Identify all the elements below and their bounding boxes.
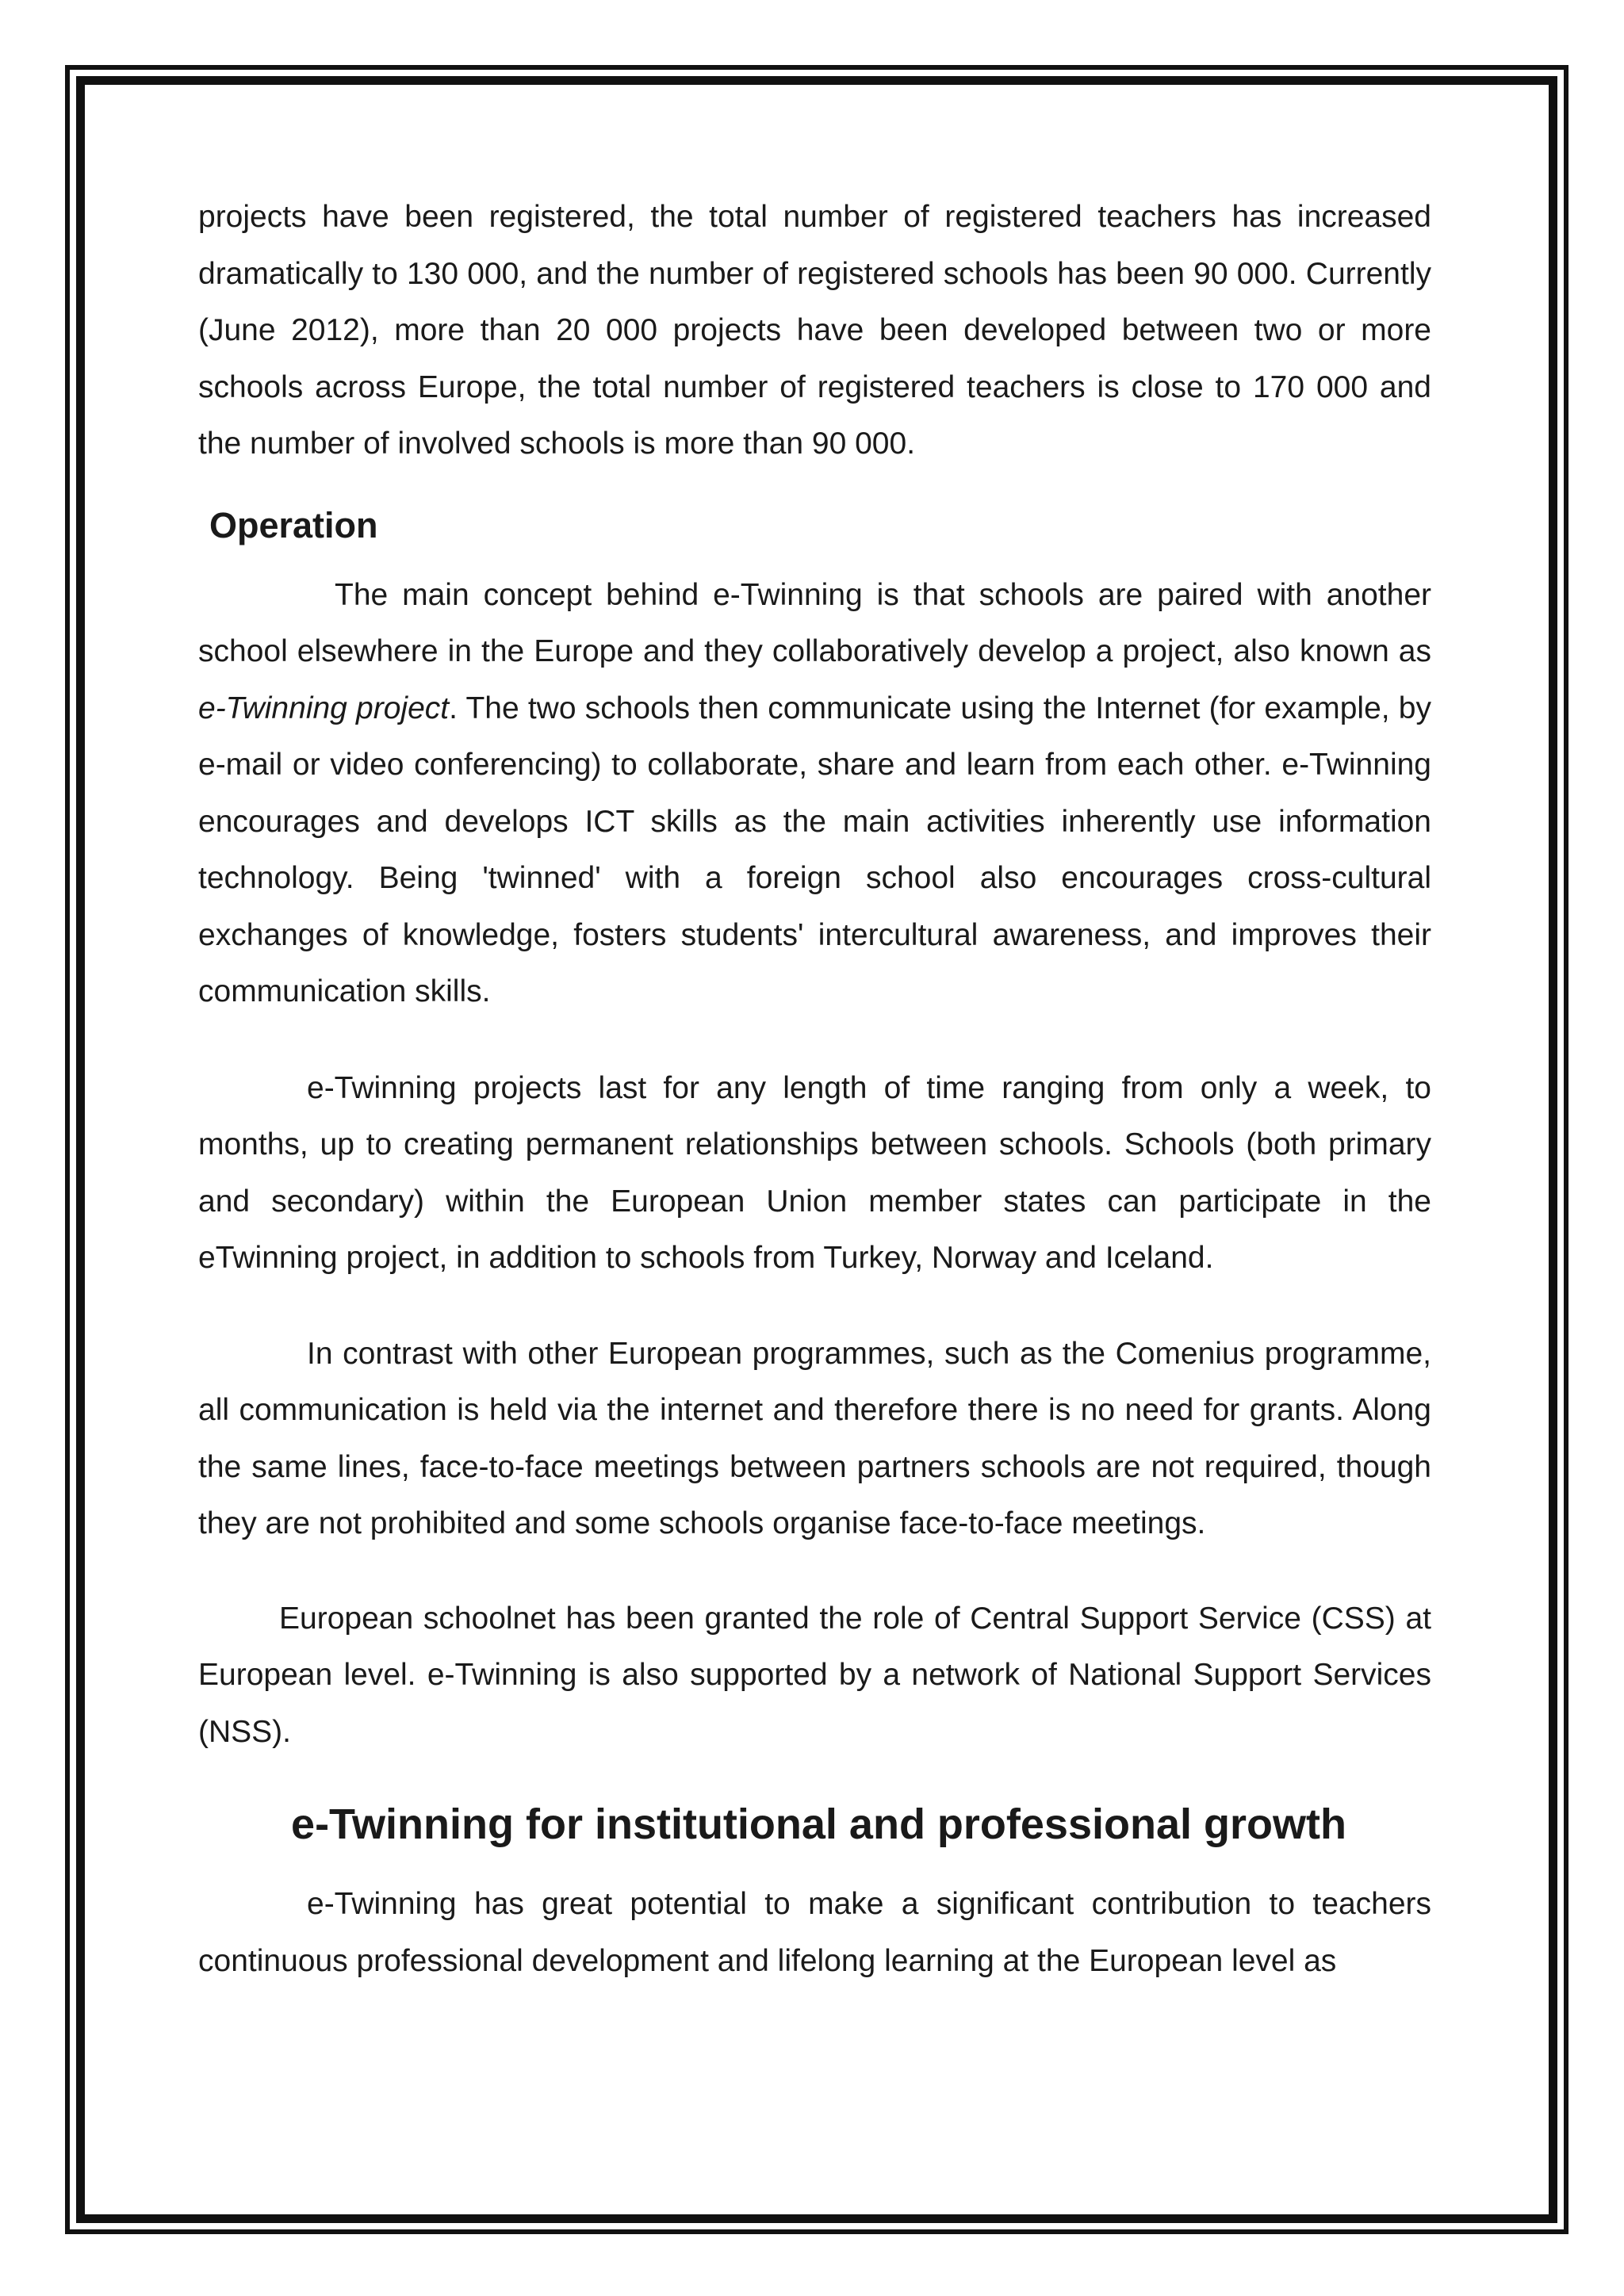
paragraph-operation-part1: The main concept behind e-Twinning is that schools are paired with another school elsewhere in the Europe and they collaboratively develop a project, also known as xyxy=(198,577,1431,668)
heading-operation: Operation xyxy=(209,504,378,545)
paragraph-operation-part2: . The two schools then communicate using the Internet (for example, by e-mail or video conferencing) to collaborate, share and learn from each other. e-Twinning encourages and develops ICT skills as the main activities inherently use information technology. Being 'twinned' with a foreign school also encourages cross-cultural exchanges of knowledge, fosters students' intercultural awareness, and improves their communication skills. xyxy=(198,691,1431,1008)
heading-growth: e-Twinning for institutional and professional growth xyxy=(291,1800,1346,1848)
paragraph-intro: projects have been registered, the total number of registered teachers has increased dramatically to 130 000, and the number of registered schools has been 90 000. Currently (June 2012), more than 20 000 projects have been developed between two or more schools across Europe, the total number of registered teachers is close to 170 000 and the number of involved schools is more than 90 000. xyxy=(198,200,1431,461)
paragraph-css: European schoolnet has been granted the role of Central Support Service (CSS) at European level. e-Twinning is also supported by a network of National Support Services (NSS). xyxy=(198,1601,1431,1749)
page-content xyxy=(198,189,1431,1989)
paragraph-operation-italic: e-Twinning project xyxy=(198,691,450,725)
paragraph-duration: e-Twinning projects last for any length of time ranging from only a week, to months, up to creating permanent relationships between schools. Schools (both primary and secondary) within the European Union member states can participate in the eTwinning project, in addition to schools from Turkey, Norway and Iceland. xyxy=(198,1070,1431,1275)
paragraph-contrast: In contrast with other European programmes, such as the Comenius programme, all communication is held via the internet and therefore there is no need for grants. Along the same lines, face-to-face meetings between partners schools are not required, though they are not prohibited and some schools organise face-to-face meetings. xyxy=(198,1336,1431,1540)
paragraph-growth: e-Twinning has great potential to make a significant contribution to teachers continuous professional development and lifelong learning at the European level as xyxy=(198,1887,1431,1978)
paragraph-operation xyxy=(198,567,1431,1020)
